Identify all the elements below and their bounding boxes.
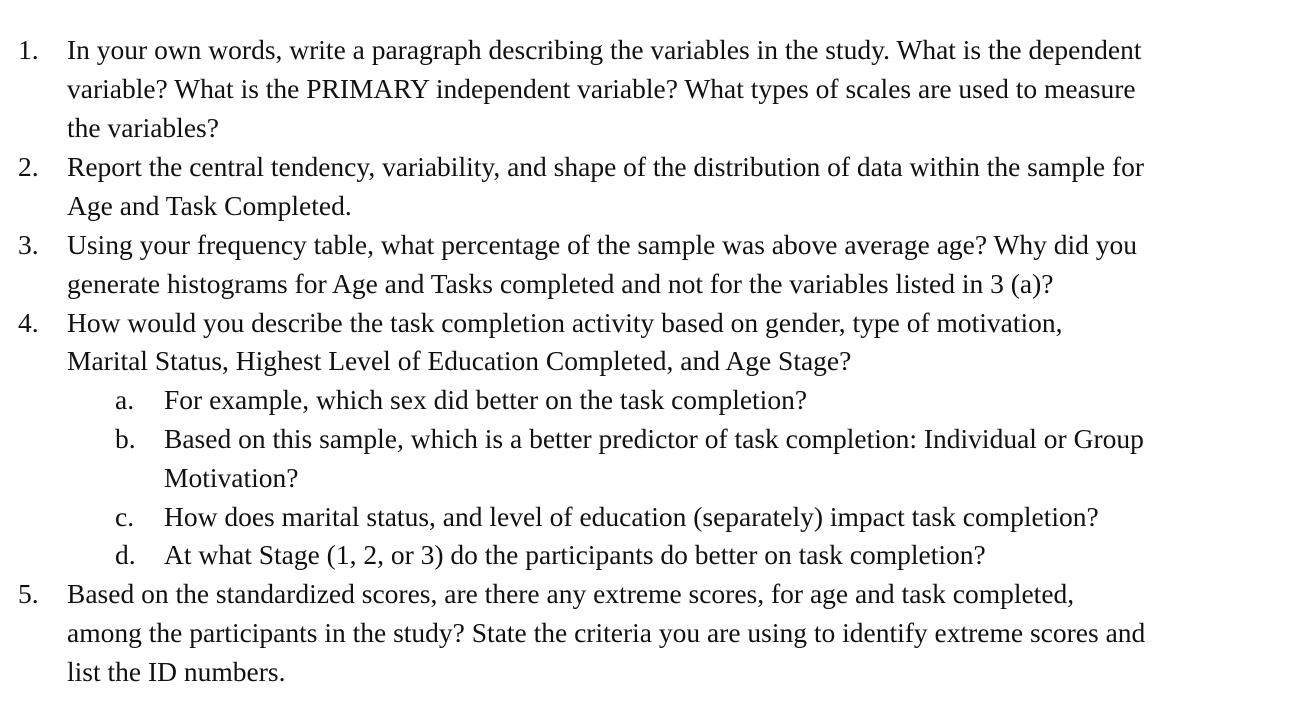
subitem-a-text: For example, which sex did better on the task completion? bbox=[164, 384, 808, 415]
question-2-text: Report the central tendency, variability, and shape of the distribution of data within the sample for bbox=[67, 151, 1145, 182]
question-3-text: generate histograms for Age and Tasks completed and not for the variables listed in 3 (a)? bbox=[67, 268, 1054, 299]
question-3-number: 3. bbox=[18, 229, 39, 260]
question-4-number: 4. bbox=[18, 307, 39, 338]
question-3-text: Using your frequency table, what percentage of the sample was above average age? Why did you bbox=[67, 229, 1138, 260]
question-1-text: variable? What is the PRIMARY independent variable? What types of scales are used to measure bbox=[67, 73, 1136, 104]
subitem-c-letter: c. bbox=[115, 501, 135, 532]
subitem-b-text: Motivation? bbox=[164, 462, 299, 493]
question-2-number: 2. bbox=[18, 151, 39, 182]
question-5-text: Based on the standardized scores, are there any extreme scores, for age and task completed, bbox=[67, 578, 1075, 609]
question-4-text: Marital Status, Highest Level of Education Completed, and Age Stage? bbox=[67, 345, 852, 376]
subitem-a-letter: a. bbox=[115, 384, 135, 415]
subitem-b-letter: b. bbox=[115, 423, 136, 454]
question-1-number: 1. bbox=[18, 34, 39, 65]
question-4-text: How would you describe the task completion activity based on gender, type of motivation, bbox=[67, 307, 1063, 338]
subitem-d-letter: d. bbox=[115, 539, 136, 570]
question-5-text: among the participants in the study? State the criteria you are using to identify extreme scores and bbox=[67, 617, 1146, 648]
subitem-c-text: How does marital status, and level of education (separately) impact task completion? bbox=[164, 501, 1099, 532]
subitem-d-text: At what Stage (1, 2, or 3) do the participants do better on task completion? bbox=[164, 539, 986, 570]
question-5-number: 5. bbox=[18, 578, 39, 609]
question-5-text: list the ID numbers. bbox=[67, 656, 286, 687]
subitem-b-text: Based on this sample, which is a better predictor of task completion: Individual or Group bbox=[164, 423, 1144, 454]
question-1-text: In your own words, write a paragraph describing the variables in the study. What is the dependent bbox=[67, 34, 1142, 65]
question-1-text: the variables? bbox=[67, 112, 219, 143]
question-2-text: Age and Task Completed. bbox=[67, 190, 352, 221]
